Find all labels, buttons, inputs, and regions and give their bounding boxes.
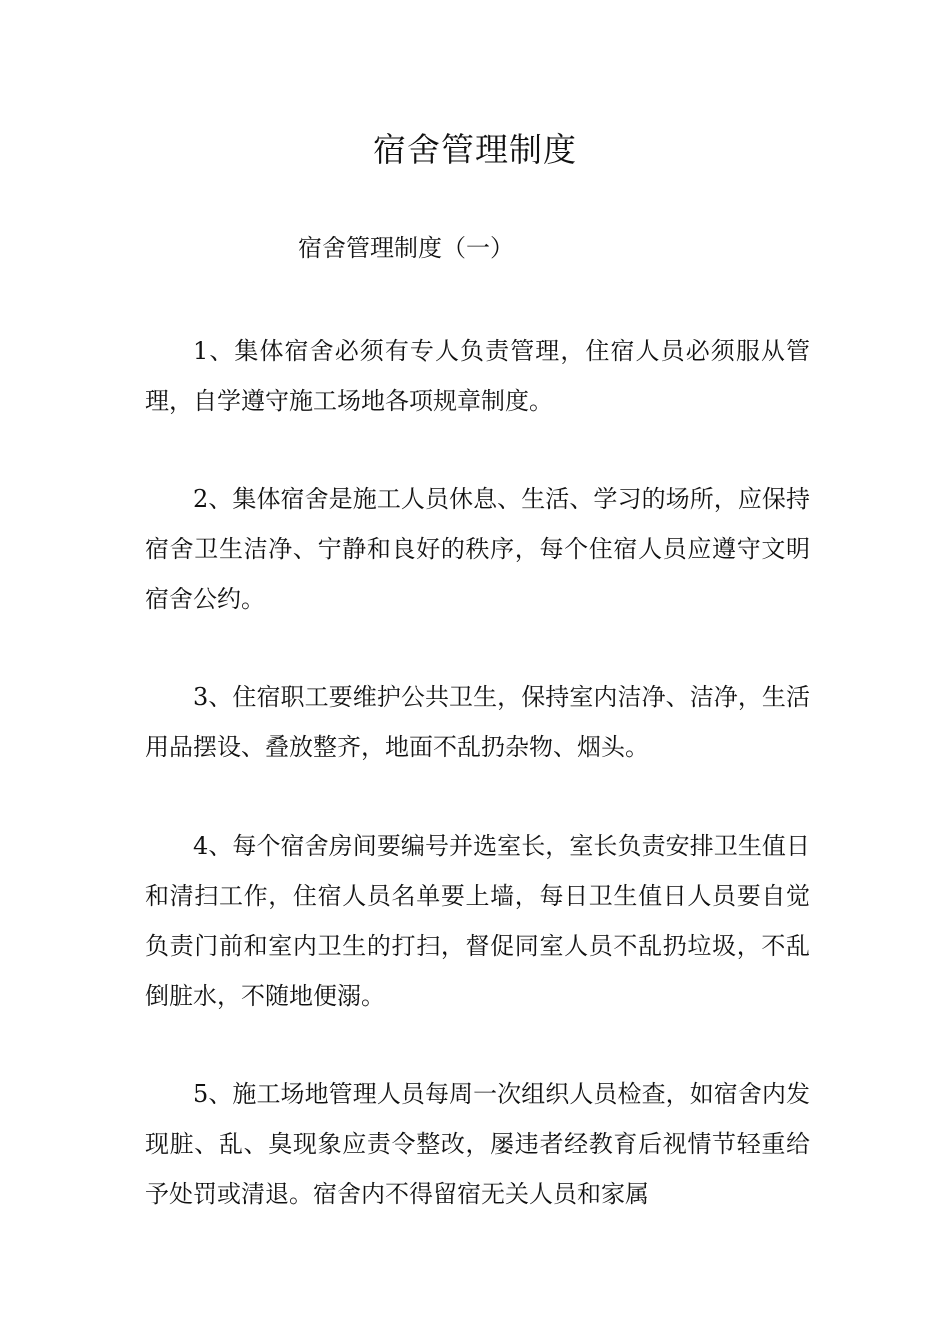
paragraph-2: 2、集体宿舍是施工人员休息、生活、学习的场所，应保持宿舍卫生洁净、宁静和良好的秩序，每个住宿人员应遵守文明宿舍公约。 bbox=[145, 485, 810, 613]
paragraph-4: 4、每个宿舍房间要编号并选室长，室长负责安排卫生值日和清扫工作，住宿人员名单要上墙，每日卫生值日人员要自觉负责门前和室内卫生的打扫，督促同室人员不乱扔垃圾，不乱倒脏水，不随地便溺。 bbox=[145, 832, 810, 1010]
paragraph-3: 3、住宿职工要维护公共卫生，保持室内洁净、洁净，生活用品摆设、叠放整齐，地面不乱扔杂物、烟头。 bbox=[145, 683, 810, 761]
paragraph-5: 5、施工场地管理人员每周一次组织人员检查，如宿舍内发现脏、乱、臭现象应责令整改，屡违者经教育后视情节轻重给予处罚或清退。宿舍内不得留宿无关人员和家属 bbox=[145, 1080, 810, 1208]
document-subtitle: 宿舍管理制度（一） bbox=[298, 234, 514, 262]
paragraph-1: 1、集体宿舍必须有专人负责管理，住宿人员必须服从管理，自学遵守施工场地各项规章制度。 bbox=[145, 337, 810, 415]
document-title: 宿舍管理制度 bbox=[373, 130, 577, 169]
